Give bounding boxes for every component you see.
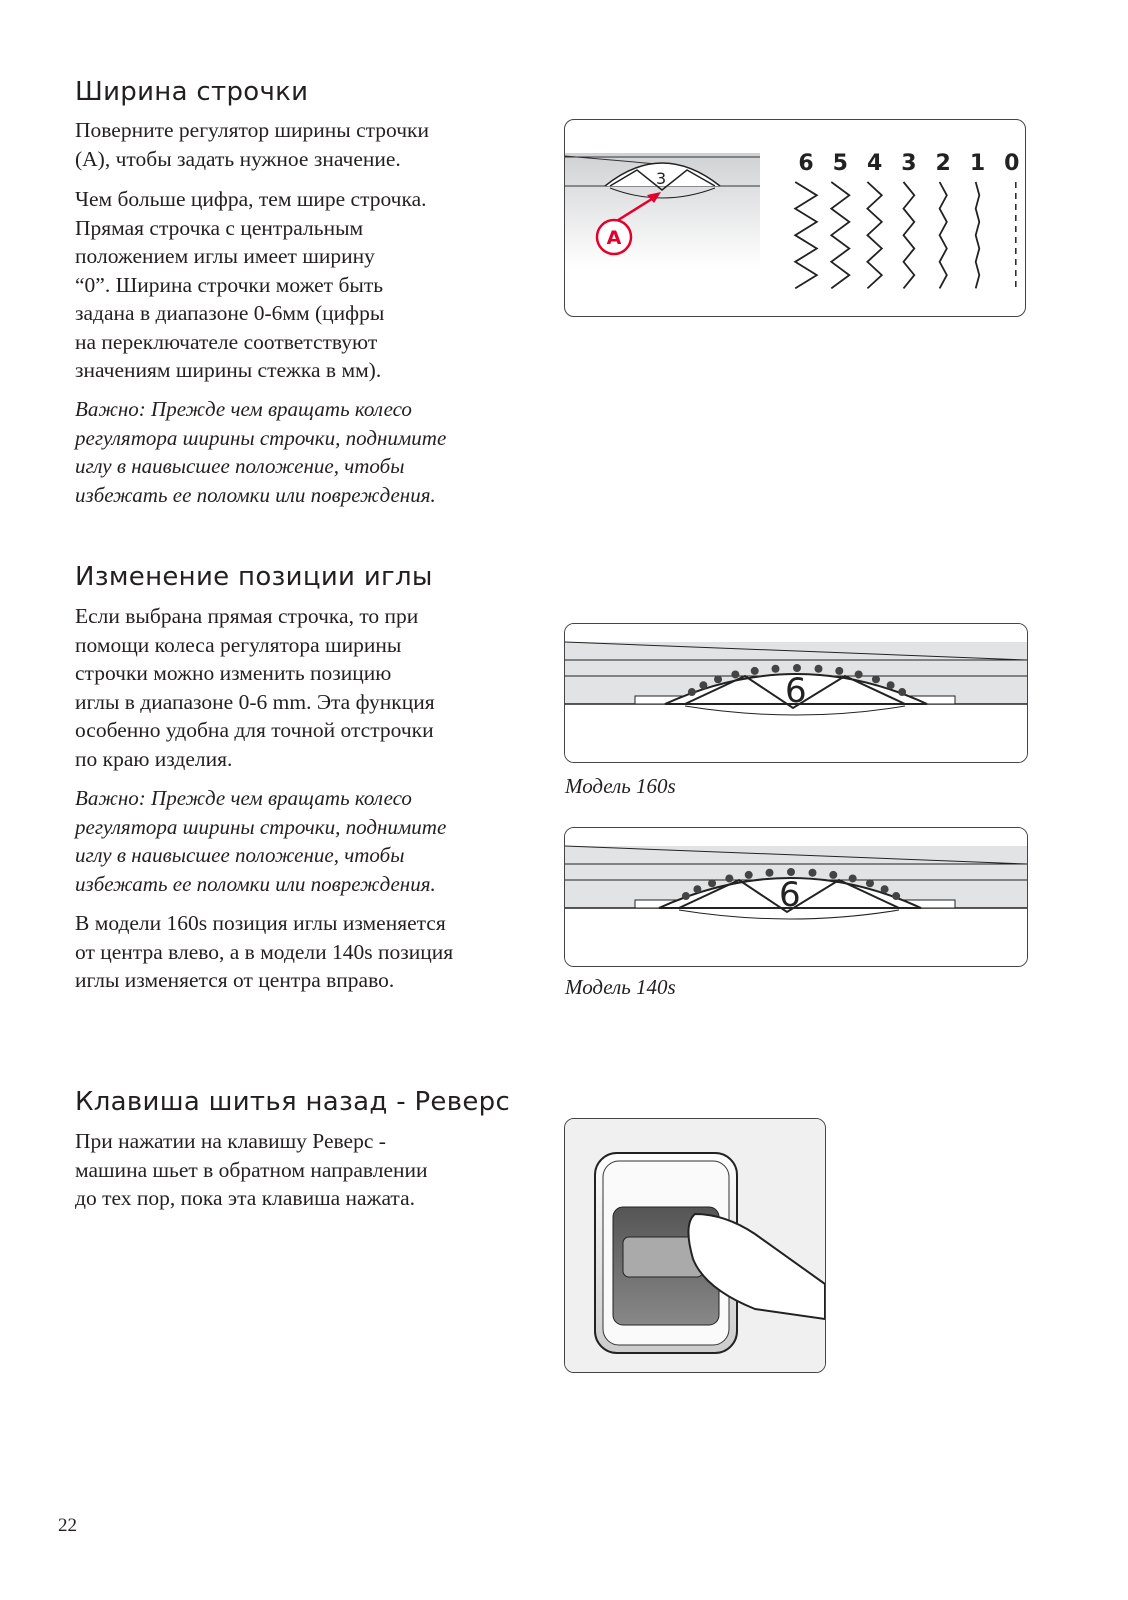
text-line: иглу в наивысшее положение, чтобы [75,454,405,478]
para-width-1 [75,116,429,173]
para-reverse [75,1127,428,1213]
text-line: При нажатии на клавишу Реверс - [75,1129,386,1153]
text-line: “0”. Ширина строчки может быть [75,272,384,297]
caption-160s: Модель 160s [565,774,676,798]
text-line: машина шьет в обратном направлении [75,1157,428,1182]
width-label: 4 [866,151,883,176]
heading-needle-position: Изменение позиции иглы [75,562,433,592]
text-line: от центра влево, а в модели 140s позиция [75,939,454,964]
para-width-2 [75,185,427,385]
stitch-sample [831,182,849,288]
text-line: положением иглы имеет ширину [75,244,375,268]
figure-stitch-width [564,119,1026,317]
stitch-sample [867,182,881,288]
heading-stitch-width: Ширина строчки [75,77,309,107]
width-label: 5 [832,151,848,176]
stitch-sample [795,182,817,288]
text-line: задана в диапазоне 0-6мм (цифры [75,301,385,325]
figure-reverse-button [564,1118,826,1373]
width-label: 0 [1004,151,1020,176]
stitch-sample [904,182,915,288]
text-line: регулятора ширины строчки, поднимите [75,425,447,450]
note-width [75,395,446,509]
para-needle-1 [75,602,435,773]
text-line: строчки можно изменить позицию [75,661,392,685]
text-line: Поверните регулятор ширины строчки [75,118,429,142]
note-needle [75,784,446,898]
text-line: по краю изделия. [75,746,233,771]
text-line: (A), чтобы задать нужное значение. [75,146,401,171]
width-label: 2 [935,151,951,176]
text-line: Прямая строчка с центральным [75,215,364,240]
text-line: иглу в наивысшее положение, чтобы [75,843,405,867]
width-label: 1 [969,151,986,176]
stitch-sample [976,182,980,288]
figure-model-140s [564,827,1028,967]
text-line: особенно удобна для точной отстрочки [75,718,434,742]
text-line: до тех пор, пока эта клавиша нажата. [75,1186,416,1210]
text-line: помощи колеса регулятора ширины [75,632,402,657]
text-line: В модели 160s позиция иглы изменяется [75,911,446,935]
text-line: регулятора ширины строчки, поднимите [75,814,447,839]
text-line: Важно: Прежде чем вращать колесо [75,786,412,810]
text-line: на переключателе соответствуют [75,329,378,354]
dial-value: 3 [656,169,667,188]
figure-model-160s [564,623,1028,763]
caption-140s: Модель 140s [565,975,676,999]
text-line: значениям ширины стежка в мм). [75,358,382,382]
callout-a: A [606,227,622,249]
page-number: 22 [58,1515,77,1536]
text-line: Важно: Прежде чем вращать колесо [75,397,412,421]
dial-value: 6 [785,671,807,711]
dial-value: 6 [779,875,801,915]
text-line: иглы изменяется от центра вправо. [75,968,395,992]
text-line: иглы в диапазоне 0-6 mm. Эта функция [75,689,435,714]
text-line: Чем больше цифра, тем шире строчка. [75,187,427,211]
stitch-sample [940,182,947,288]
heading-reverse: Клавиша шитья назад - Реверс [75,1087,511,1117]
width-label: 3 [901,151,917,176]
width-label: 6 [798,151,814,176]
text-line: Если выбрана прямая строчка, то при [75,604,419,628]
text-line: избежать ее поломки или повреждения. [75,482,436,507]
para-needle-2 [75,909,453,995]
text-line: избежать ее поломки или повреждения. [75,871,436,896]
